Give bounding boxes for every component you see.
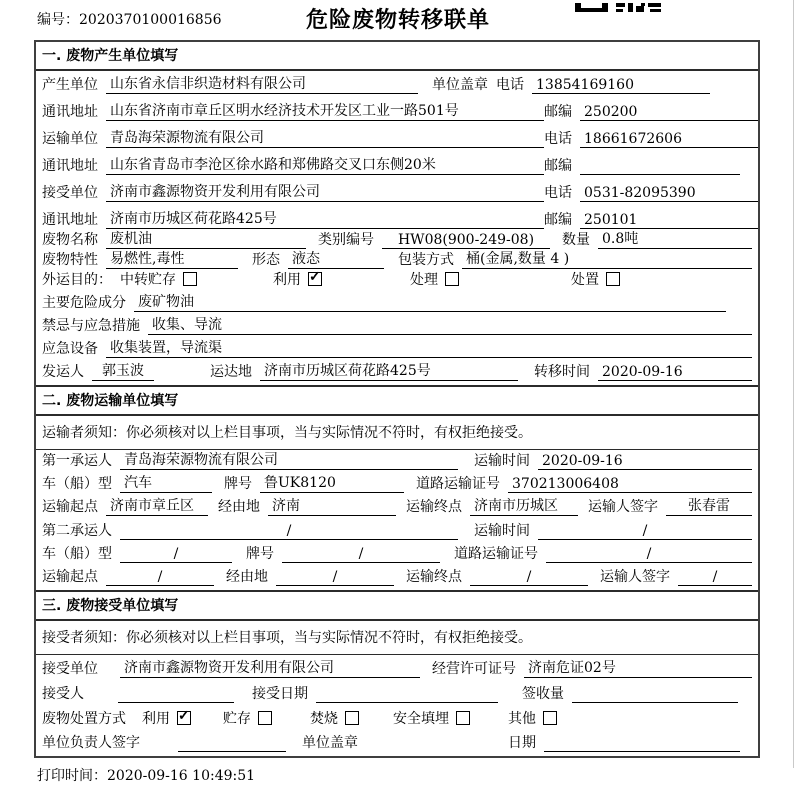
destination-label: 运达地	[210, 364, 252, 380]
checkbox-icon	[543, 711, 557, 725]
document-number-label: 编号：	[37, 12, 79, 28]
packing-label: 包装方式	[398, 252, 454, 268]
category-label: 类别编号	[318, 232, 374, 248]
option-label: 焚烧	[310, 711, 338, 727]
emergency-equipment-row	[36, 339, 758, 362]
accept-date-label: 接受日期	[252, 686, 308, 702]
checkbox-icon	[456, 711, 470, 725]
transporter-row	[36, 125, 758, 152]
print-time	[37, 765, 796, 785]
origin1-value: 济南市章丘区	[106, 495, 208, 516]
transport-time-label: 运输时间	[474, 523, 530, 539]
seal-label: 单位盖章	[432, 77, 488, 93]
print-time-value: 2020-09-16 10:49:51	[107, 768, 256, 784]
receiver-label: 接受单位	[42, 185, 98, 201]
carrier2-value: /	[120, 523, 458, 540]
manager-sign-value	[178, 735, 286, 752]
document-number-value: 2020370100016856	[79, 12, 222, 28]
disposal-option-utilize	[142, 708, 191, 728]
zip-label: 邮编	[544, 212, 572, 228]
option-label: 中转贮存	[120, 272, 176, 288]
address-label: 通讯地址	[42, 158, 98, 174]
receiver-notice: 接受者须知：你必须核对以上栏目事项，当与实际情况不符时，有权拒绝接受。	[36, 621, 758, 655]
print-time-label: 打印时间：	[37, 768, 107, 784]
license-value: 济南危证02号	[524, 657, 752, 678]
phone-label: 电话	[496, 77, 524, 93]
vehicle-type-label: 车（船）型	[42, 546, 112, 562]
checkbox-icon	[308, 272, 322, 286]
transporter-phone-value: 18661672606	[580, 131, 758, 148]
phone-label: 电话	[544, 185, 572, 201]
vehicle2-row	[36, 544, 758, 567]
producer-row	[36, 71, 758, 98]
shipper-label: 发运人	[42, 364, 84, 380]
transporter-address-value: 山东省青岛市李沧区徐水路和郑佛路交叉口东侧20米	[106, 154, 544, 175]
vehicle1-row	[36, 474, 758, 497]
waste-name-value: 废机油	[106, 228, 306, 249]
carrier2-label: 第二承运人	[42, 523, 112, 539]
disposal-option-other	[508, 708, 557, 728]
acceptor-row	[36, 682, 758, 707]
received-qty-value	[572, 686, 738, 703]
accept-unit-row	[36, 655, 758, 682]
zip-label: 邮编	[544, 158, 572, 174]
transporter-address-row	[36, 152, 758, 179]
producer-address-value: 山东省济南市章丘区明水经济技术开发区工业一路501号	[106, 100, 544, 121]
option-label: 贮存	[223, 711, 251, 727]
terminus-label: 运输终点	[406, 499, 462, 515]
vehicle2-value: /	[120, 546, 232, 563]
qr-code-partial	[575, 0, 665, 9]
transporter-value: 青岛海荣源物流有限公司	[106, 127, 544, 148]
manager-sign-label: 单位负责人签字	[42, 735, 140, 751]
via1-value: 济南	[268, 495, 396, 516]
disposal-option-landfill	[393, 708, 470, 728]
transport-time1-value: 2020-09-16	[538, 453, 752, 470]
purpose-label: 外运目的：	[42, 272, 112, 288]
received-qty-label: 签收量	[522, 686, 564, 702]
road-permit-label: 道路运输证号	[454, 546, 538, 562]
quantity-label: 数量	[562, 232, 590, 248]
taboo-label: 禁忌与应急措施	[42, 318, 140, 334]
receiver-zip-value: 250101	[580, 212, 758, 229]
plate2-value: /	[282, 546, 440, 563]
disposal-method-row	[36, 707, 758, 732]
accept-unit-value: 济南市鑫源物资开发利用有限公司	[120, 657, 420, 678]
hazard-row	[36, 293, 758, 316]
purpose-option-treat	[410, 269, 459, 289]
shipper-value: 郭玉波	[92, 360, 154, 381]
checkbox-icon	[177, 711, 191, 725]
transport-time-label: 运输时间	[474, 453, 530, 469]
carrier-sign-label: 运输人签字	[600, 569, 670, 585]
vehicle-type-label: 车（船）型	[42, 476, 112, 492]
page-title: 危险废物转移联单	[305, 8, 490, 33]
checkbox-icon	[258, 711, 272, 725]
producer-value: 山东省永信非织造材料有限公司	[106, 73, 418, 94]
option-label: 利用	[142, 711, 170, 727]
traits-value: 易燃性,毒性	[106, 248, 238, 269]
quantity-value: 0.8吨	[598, 228, 752, 249]
carrier-sign-label: 运输人签字	[588, 499, 658, 515]
checkbox-icon	[445, 272, 459, 286]
plate-label: 牌号	[246, 546, 274, 562]
section1-header: 一. 废物产生单位填写	[36, 42, 758, 71]
checkbox-icon	[183, 272, 197, 286]
route2-row	[36, 567, 758, 590]
carrier1-value: 青岛海荣源物流有限公司	[120, 449, 458, 470]
via-label: 经由地	[218, 499, 260, 515]
origin2-value: /	[106, 569, 214, 586]
taboo-value: 收集、导流	[148, 314, 752, 335]
date-label: 日期	[508, 735, 536, 751]
acceptor-value	[118, 686, 234, 703]
plate-label: 牌号	[224, 476, 252, 492]
transporter-notice: 运输者须知：你必须核对以上栏目事项，当与实际情况不符时，有权拒绝接受。	[36, 416, 758, 450]
destination-value: 济南市历城区荷花路425号	[260, 360, 518, 381]
receiver-address-value: 济南市历城区荷花路425号	[106, 208, 544, 229]
terminus2-value: /	[470, 569, 588, 586]
transfer-time-label: 转移时间	[534, 364, 590, 380]
origin-label: 运输起点	[42, 499, 98, 515]
transport-time2-value: /	[538, 523, 752, 540]
carrier-sign1-value: 张春雷	[666, 495, 752, 516]
producer-zip-value: 250200	[580, 104, 758, 121]
section3-header: 三. 废物接受单位填写	[36, 590, 758, 621]
producer-phone-value: 13854169160	[532, 77, 710, 94]
carrier2-row	[36, 520, 758, 544]
via2-value: /	[276, 569, 394, 586]
receiver-phone-value: 0531-82095390	[580, 185, 758, 202]
accept-unit-label: 接受单位	[42, 661, 98, 677]
date-value	[544, 735, 740, 752]
disposal-method-label: 废物处置方式	[42, 711, 126, 727]
receiver-value: 济南市鑫源物资开发利用有限公司	[106, 181, 544, 202]
via-label: 经由地	[226, 569, 268, 585]
category-code-value: HW08(900-249-08)	[382, 232, 550, 249]
transporter-zip-value	[580, 158, 740, 175]
vehicle1-value: 汽车	[120, 472, 212, 493]
transporter-label: 运输单位	[42, 131, 98, 147]
checkbox-icon	[345, 711, 359, 725]
document-header	[0, 0, 796, 40]
option-label: 其他	[508, 711, 536, 727]
taboo-row	[36, 316, 758, 339]
permit1-value: 370213006408	[508, 476, 752, 493]
option-label: 利用	[273, 272, 301, 288]
plate1-value: 鲁UK8120	[260, 472, 404, 493]
section2-header: 二. 废物运输单位填写	[36, 385, 758, 416]
acceptor-label: 接受人	[42, 686, 84, 702]
terminus1-value: 济南市历城区	[470, 495, 578, 516]
manifest-form	[34, 40, 760, 758]
equipment-value: 收集装置，导流渠	[106, 337, 752, 358]
form-value: 液态	[288, 248, 384, 269]
license-label: 经营许可证号	[432, 661, 516, 677]
producer-label: 产生单位	[42, 77, 98, 93]
checkbox-icon	[606, 272, 620, 286]
waste-name-label: 废物名称	[42, 232, 98, 248]
packing-value: 桶(金属,数量 4 )	[462, 248, 752, 269]
carrier1-row	[36, 450, 758, 474]
purpose-option-transfer-storage	[120, 269, 197, 289]
origin-label: 运输起点	[42, 569, 98, 585]
accept-date-value	[316, 686, 498, 703]
option-label: 处理	[410, 272, 438, 288]
producer-address-row	[36, 98, 758, 125]
equipment-label: 应急设备	[42, 341, 98, 357]
unit-seal-label: 单位盖章	[302, 735, 358, 751]
receiver-row	[36, 179, 758, 206]
disposal-option-incinerate	[310, 708, 359, 728]
road-permit-label: 道路运输证号	[416, 476, 500, 492]
address-label: 通讯地址	[42, 212, 98, 228]
phone-label: 电话	[544, 131, 572, 147]
shipper-row	[36, 362, 758, 385]
route1-row	[36, 497, 758, 520]
carrier1-label: 第一承运人	[42, 453, 112, 469]
zip-label: 邮编	[544, 104, 572, 120]
carrier-sign2-value: /	[678, 569, 752, 586]
address-label: 通讯地址	[42, 104, 98, 120]
form-label: 形态	[252, 252, 280, 268]
option-label: 安全填埋	[393, 711, 449, 727]
purpose-row	[36, 273, 758, 293]
transfer-time-value: 2020-09-16	[598, 364, 752, 381]
manager-sign-row	[36, 732, 758, 756]
option-label: 处置	[571, 272, 599, 288]
purpose-option-utilize	[273, 269, 322, 289]
permit2-value: /	[546, 546, 752, 563]
hazard-value: 废矿物油	[134, 291, 726, 312]
purpose-option-dispose	[571, 269, 620, 289]
disposal-option-store	[223, 708, 272, 728]
terminus-label: 运输终点	[406, 569, 462, 585]
traits-label: 废物特性	[42, 252, 98, 268]
hazard-label: 主要危险成分	[42, 295, 126, 311]
